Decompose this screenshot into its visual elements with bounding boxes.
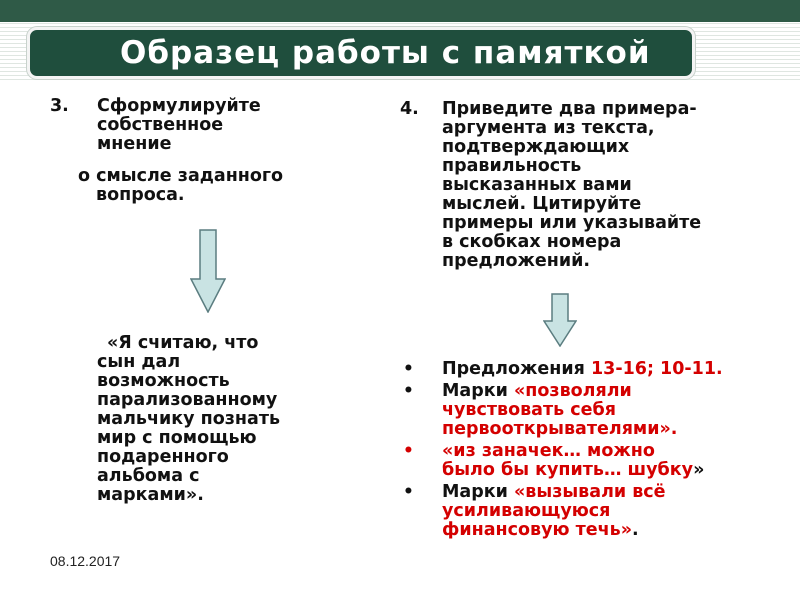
quote-text: усиливающуюся [442,501,611,521]
left-instruction-line: мнение [97,134,172,154]
quote-text: финансовую течь» [442,520,632,540]
argument-line [442,382,730,401]
left-instruction-line: Сформулируйте [97,96,261,116]
quote-text: первооткрывателями». [442,419,678,439]
quote-text: «позволяли [513,381,632,401]
argument-line [442,461,730,480]
quote-line: марками». [97,485,204,505]
quote-line: альбома с [97,466,200,486]
argument-line [442,420,730,439]
argument-line [442,483,730,502]
right-instruction-line: высказанных вами [442,175,632,195]
bullet-marker: • [403,482,414,502]
right-instruction-line: правильность [442,156,582,176]
right-instruction-line: мыслей. Цитируйте [442,194,642,214]
left-instruction [97,97,357,154]
quote-line: сын дал [97,352,181,372]
header-bar [0,0,800,22]
slide-date: 08.12.2017 [50,553,121,569]
argument-line [442,360,730,379]
quote-text: «из заначек… можно [442,441,655,461]
plain-text: . [632,520,639,540]
opinion-quote [97,334,357,505]
right-instruction-line: в скобках номера [442,232,622,252]
argument-line [442,401,730,420]
quote-line: парализованному [97,390,278,410]
right-instruction-line: примеры или указывайте [442,213,702,233]
quote-line: возможность [97,371,230,391]
left-instruction-line: о смысле заданного [78,166,284,186]
argument-line [442,442,730,461]
argument-line [442,502,730,521]
right-instruction-line: подтверждающих [442,137,630,157]
right-instruction-line: Приведите два примера- [442,99,697,119]
down-arrow-icon [543,293,577,347]
bullet-marker: • [403,359,414,379]
bullet-marker: • [403,381,414,401]
left-instruction-line: вопроса. [96,185,185,205]
plain-text: Марки [442,381,514,401]
quote-text: «вызывали всё [513,482,666,502]
argument-item [400,382,730,439]
left-instruction-line: собственное [97,115,224,135]
argument-item [400,483,730,540]
bullet-marker: • [403,441,414,461]
argument-line [442,521,730,540]
step-number-3: 3. [50,96,69,116]
plain-text: Марки [442,482,514,502]
quote-line: «Я считаю, что [107,333,259,353]
left-instruction-cont [78,167,358,205]
right-instruction-line: предложений. [442,251,591,271]
argument-list [400,360,730,543]
argument-item [400,360,730,379]
quote-text: 13-16; 10-11. [590,359,723,379]
right-instruction-line: аргумента из текста, [442,118,655,138]
page-title: Образец работы с памяткой [120,35,651,71]
quote-line: мир с помощью [97,428,257,448]
plain-text: Предложения [442,359,591,379]
plain-text: » [693,460,705,480]
quote-line: подаренного [97,447,229,467]
quote-text: было бы купить… шубку [442,460,694,480]
title-box [27,27,695,79]
quote-text: чувствовать себя [442,400,616,420]
step-number-4: 4. [400,99,419,119]
argument-item [400,442,730,480]
quote-line: мальчику познать [97,409,281,429]
right-instruction [442,100,742,271]
down-arrow-icon [190,229,226,313]
